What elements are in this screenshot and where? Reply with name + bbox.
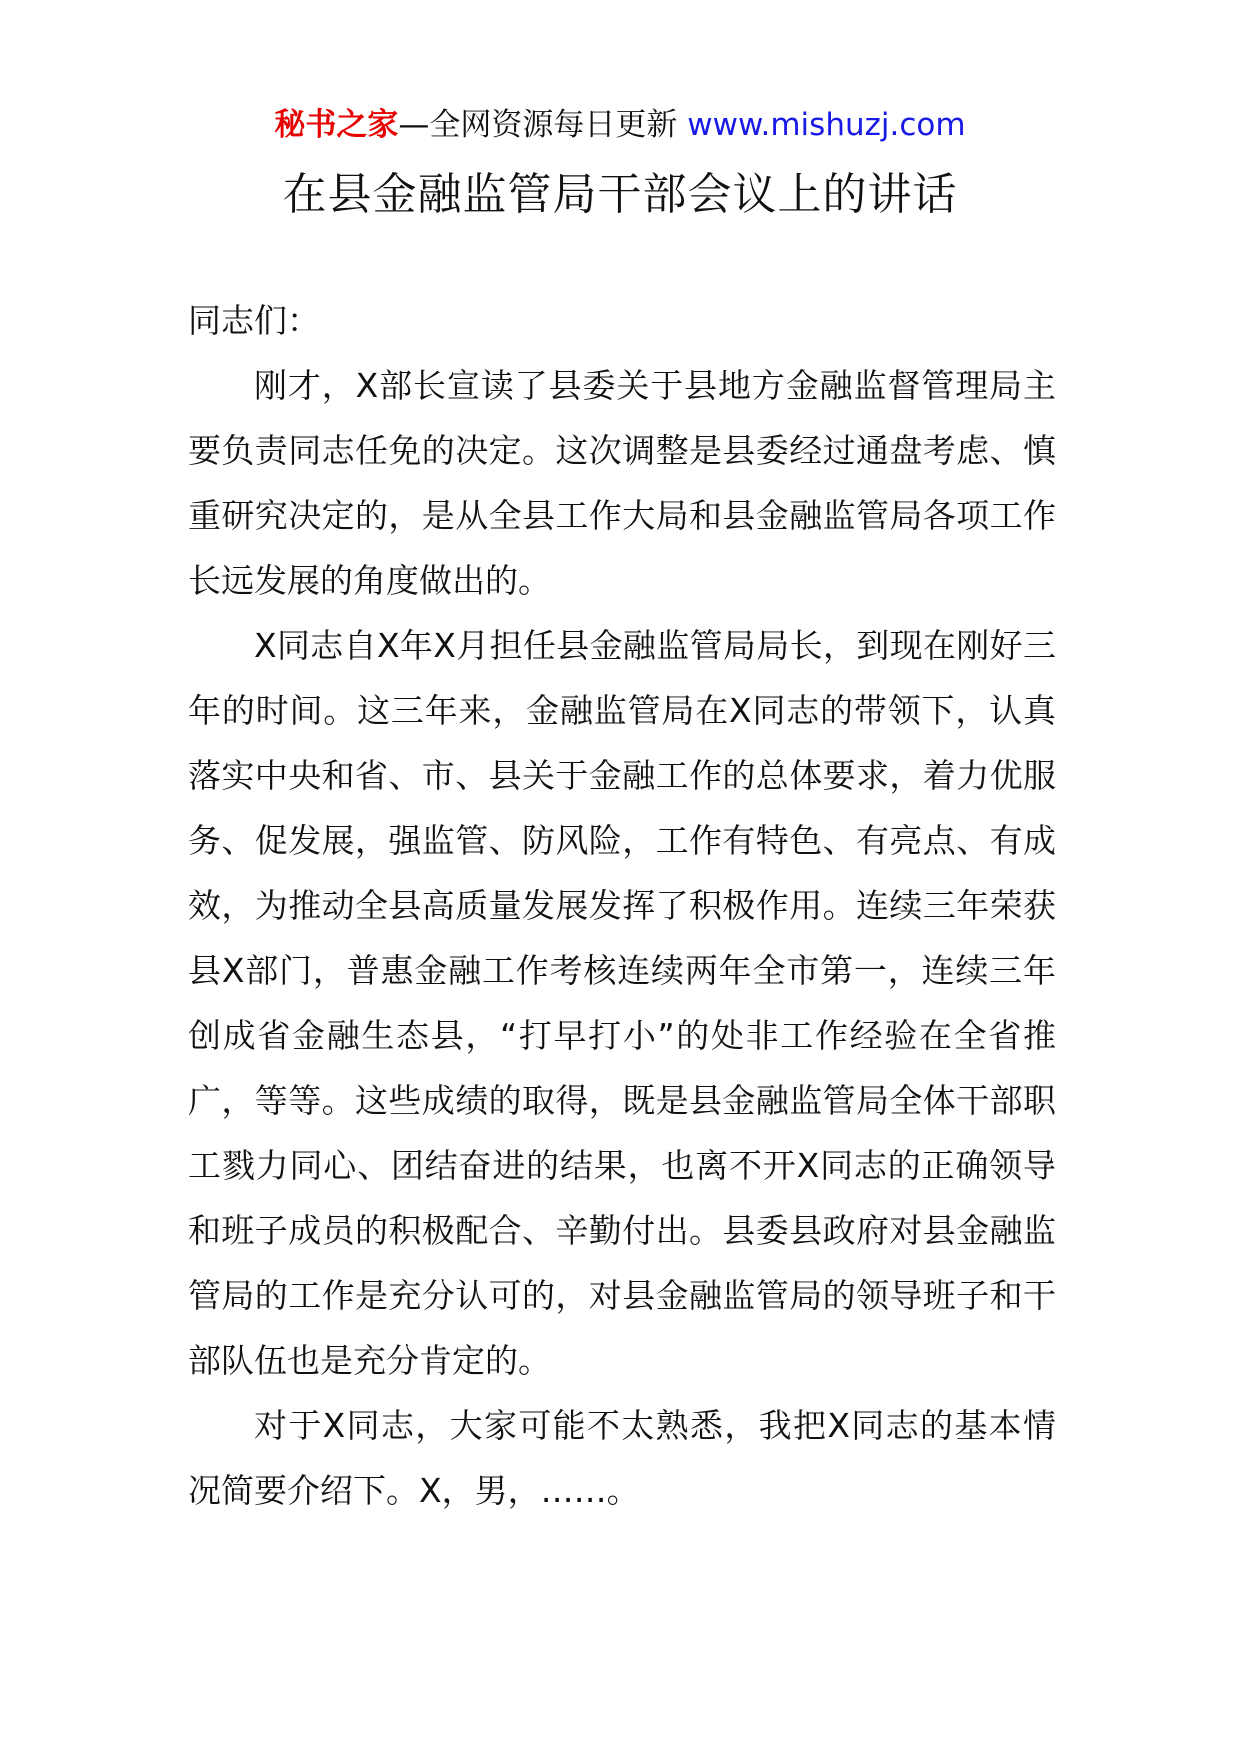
document-title: 在县金融监管局干部会议上的讲话	[282, 169, 958, 220]
header-slogan: —全网资源每日更新	[398, 107, 688, 143]
paragraph: X同志自X年X月担任县金融监管局局长，到现在刚好三年的时间。这三年来，金融监管局在X同志的带领下，认真落实中央和省、市、县关于金融工作的总体要求，着力优服务、促发展，强监管、防风险，工作有特色、有亮点、有成效，为推动全县高质量发展发挥了积极作用。连续三年荣获县X部门，普惠金融工作考核连续两年全市第一，连续三年创成省金融生态县，“打早打小”的处非工作经验在全省推广，等等。这些成绩的取得，既是县金融监管局全体干部职工戮力同心、团结奋进的结果，也离不开X同志的正确领导和班子成员的积极配合、辛勤付出。县委县政府对县金融监管局的工作是充分认可的，对县金融监管局的领导班子和干部队伍也是充分肯定的。	[188, 626, 1056, 1380]
salutation: 同志们：	[188, 301, 320, 340]
document-body	[188, 288, 1056, 1523]
site-url-link[interactable]: www.mishuzj.com	[687, 107, 966, 143]
paragraph: 对于X同志，大家可能不太熟悉，我把X同志的基本情况简要介绍下。X，男，……。	[188, 1406, 1056, 1510]
brand-name: 秘书之家	[274, 107, 399, 143]
site-header	[0, 100, 1240, 150]
paragraph: 刚才，X部长宣读了县委关于县地方金融监督管理局主要负责同志任免的决定。这次调整是县委经过通盘考虑、慎重研究决定的，是从全县工作大局和县金融监管局各项工作长远发展的角度做出的。	[188, 366, 1056, 600]
